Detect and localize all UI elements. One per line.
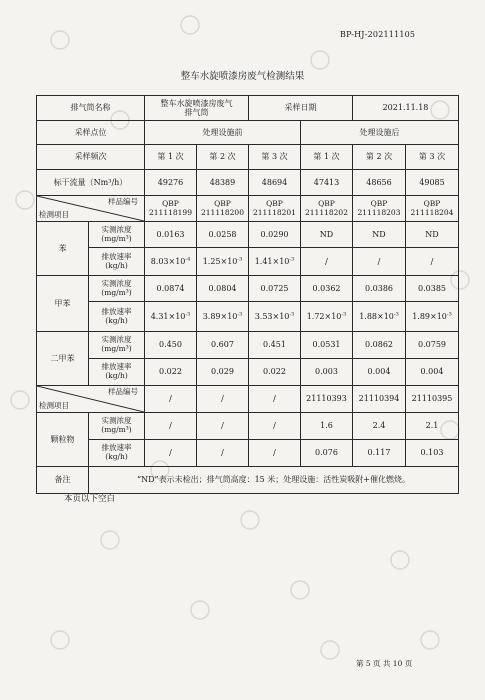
toluene-rate-row [37, 302, 459, 332]
benzene-conc: ND [301, 222, 353, 248]
toluene-rate: $1.89\times 10^{-3}$ [406, 302, 459, 332]
run-cell: 第 2 次 [197, 145, 249, 170]
sample-code: / [145, 386, 197, 413]
particulate-rate: / [145, 440, 197, 467]
toluene-conc: 0.0385 [406, 276, 459, 302]
rate-label: 排放速率 (kg/h) [89, 302, 145, 332]
benzene-rate: / [406, 248, 459, 276]
flow-value: 47413 [301, 170, 353, 196]
xylene-conc: 0.450 [145, 332, 197, 359]
rate-label: 排放速率 (kg/h) [89, 440, 145, 467]
conc-label: 实测浓度 (mg/m³) [89, 222, 145, 248]
sample-code-row-2 [37, 386, 459, 413]
sample-item-header: 样品编号 检测项目 [37, 196, 145, 222]
run-cell: 第 3 次 [406, 145, 459, 170]
date-label: 采样日期 [249, 96, 353, 121]
flow-row [37, 170, 459, 196]
xylene-conc: 0.0531 [301, 332, 353, 359]
flow-value: 49276 [145, 170, 197, 196]
flow-value: 48389 [197, 170, 249, 196]
outlet-label: 排气筒名称 [37, 96, 145, 121]
particulate-rate: 0.117 [353, 440, 406, 467]
particulate-conc: 1.6 [301, 413, 353, 440]
toluene-name: 甲苯 [37, 276, 89, 332]
toluene-conc: 0.0874 [145, 276, 197, 302]
sample-item-header-2: 样品编号 检测项目 [37, 386, 145, 413]
toluene-conc: 0.0362 [301, 276, 353, 302]
remark-label: 备注 [37, 467, 89, 494]
after-treatment: 处理设施后 [301, 121, 459, 145]
xylene-conc: 0.607 [197, 332, 249, 359]
benzene-rate: / [301, 248, 353, 276]
run-cell: 第 2 次 [353, 145, 406, 170]
toluene-conc: 0.0725 [249, 276, 301, 302]
frequency-row [37, 145, 459, 170]
rate-label: 排放速率 (kg/h) [89, 248, 145, 276]
toluene-rate: $1.88\times 10^{-3}$ [353, 302, 406, 332]
outlet-name: 整车水旋喷漆房废气 排气筒 [145, 96, 249, 121]
frequency-label: 采样频次 [37, 145, 145, 170]
xylene-conc: 0.0759 [406, 332, 459, 359]
sampling-point-row [37, 121, 459, 145]
sample-code: / [197, 386, 249, 413]
xylene-rate: 0.004 [353, 359, 406, 386]
particulate-rate-row [37, 440, 459, 467]
particulate-conc-row [37, 413, 459, 440]
run-cell: 第 1 次 [145, 145, 197, 170]
remark-row [37, 467, 459, 494]
toluene-rate: $3.53\times 10^{-3}$ [249, 302, 301, 332]
xylene-rate: 0.004 [406, 359, 459, 386]
sample-code: QBP 211118203 [353, 196, 406, 222]
particulate-conc: / [145, 413, 197, 440]
toluene-rate: $3.89\times 10^{-3}$ [197, 302, 249, 332]
conc-label: 实测浓度 (mg/m³) [89, 332, 145, 359]
toluene-conc-row [37, 276, 459, 302]
flow-value: 48656 [353, 170, 406, 196]
sample-code: 21110393 [301, 386, 353, 413]
xylene-name: 二甲苯 [37, 332, 89, 386]
sample-code: QBP 211118204 [406, 196, 459, 222]
xylene-rate: 0.022 [249, 359, 301, 386]
page-title: 整车水旋喷漆房废气检测结果 [180, 71, 305, 82]
benzene-rate: $8.03\times 10^{-4}$ [145, 248, 197, 276]
xylene-rate: 0.029 [197, 359, 249, 386]
xylene-rate: 0.003 [301, 359, 353, 386]
date-value: 2021.11.18 [353, 96, 459, 121]
run-cell: 第 1 次 [301, 145, 353, 170]
xylene-conc: 0.451 [249, 332, 301, 359]
toluene-rate: $1.72\times 10^{-3}$ [301, 302, 353, 332]
sample-code: 21110394 [353, 386, 406, 413]
sample-code: / [249, 386, 301, 413]
conc-label: 实测浓度 (mg/m³) [89, 413, 145, 440]
xylene-conc: 0.0862 [353, 332, 406, 359]
remark-text: “ND”表示未检出；排气筒高度：15 米；处理设施：活性炭吸附+催化燃烧。 [89, 467, 459, 494]
sample-code-row [37, 196, 459, 222]
run-cell: 第 3 次 [249, 145, 301, 170]
sample-code: QBP 211118199 [145, 196, 197, 222]
flow-value: 48694 [249, 170, 301, 196]
page-number: 第 5 页 共 10 页 [356, 659, 413, 668]
particulate-name: 颗粒物 [37, 413, 89, 467]
outlet-row [37, 96, 459, 121]
report-number: BP-HJ-202111105 [340, 30, 416, 39]
particulate-rate: / [197, 440, 249, 467]
rate-label: 排放速率 (kg/h) [89, 359, 145, 386]
benzene-conc: 0.0290 [249, 222, 301, 248]
flow-value: 49085 [406, 170, 459, 196]
flow-label: 标干流量（Nm³/h） [37, 170, 145, 196]
benzene-rate-row [37, 248, 459, 276]
xylene-rate-row [37, 359, 459, 386]
toluene-conc: 0.0804 [197, 276, 249, 302]
particulate-rate: 0.076 [301, 440, 353, 467]
benzene-conc: 0.0258 [197, 222, 249, 248]
benzene-rate: $1.25\times 10^{-3}$ [197, 248, 249, 276]
benzene-conc-row [37, 222, 459, 248]
xylene-conc-row [37, 332, 459, 359]
benzene-name: 苯 [37, 222, 89, 276]
particulate-conc: / [249, 413, 301, 440]
particulate-rate: 0.103 [406, 440, 459, 467]
toluene-rate: $4.31\times 10^{-3}$ [145, 302, 197, 332]
sample-code: QBP 211118202 [301, 196, 353, 222]
blank-below-note: 本页以下空白 [64, 494, 116, 504]
sample-code: QBP 211118200 [197, 196, 249, 222]
benzene-conc: ND [353, 222, 406, 248]
particulate-rate: / [249, 440, 301, 467]
benzene-rate: / [353, 248, 406, 276]
sample-code: QBP 211118201 [249, 196, 301, 222]
results-table [36, 95, 459, 494]
particulate-conc: 2.1 [406, 413, 459, 440]
benzene-conc: ND [406, 222, 459, 248]
benzene-conc: 0.0163 [145, 222, 197, 248]
before-treatment: 处理设施前 [145, 121, 301, 145]
particulate-conc: 2.4 [353, 413, 406, 440]
conc-label: 实测浓度 (mg/m³) [89, 276, 145, 302]
xylene-rate: 0.022 [145, 359, 197, 386]
sample-code: 21110395 [406, 386, 459, 413]
sampling-point-label: 采样点位 [37, 121, 145, 145]
particulate-conc: / [197, 413, 249, 440]
benzene-rate: $1.41\times 10^{-3}$ [249, 248, 301, 276]
toluene-conc: 0.0386 [353, 276, 406, 302]
